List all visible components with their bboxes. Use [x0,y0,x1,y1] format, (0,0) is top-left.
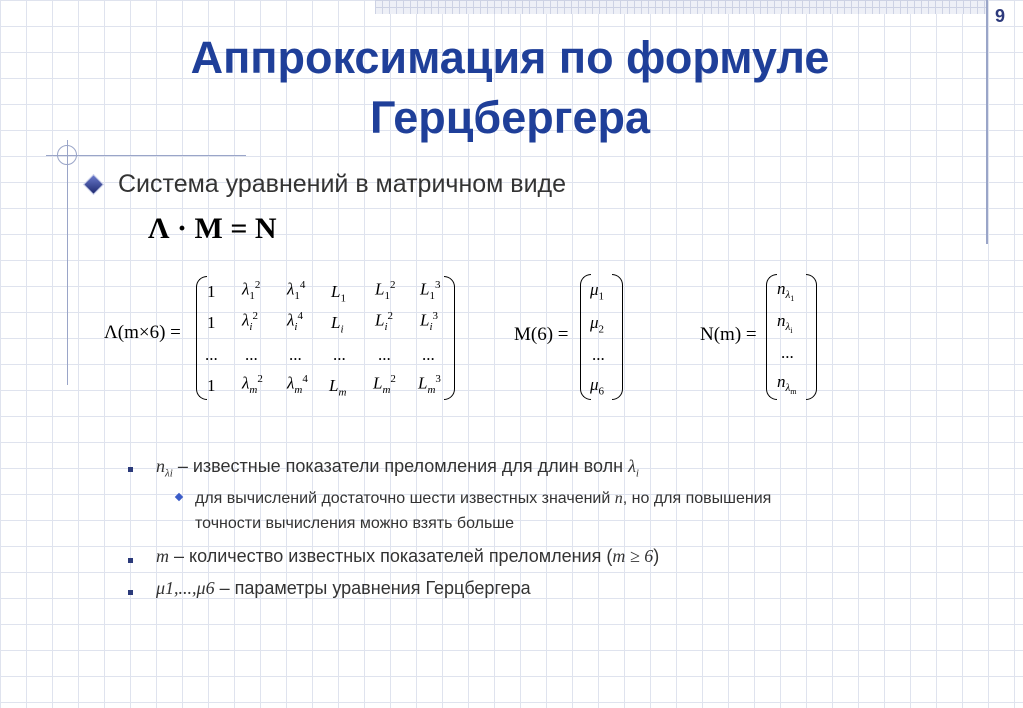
calc-note: для вычислений достаточно шести известных значений n, но для повышения точности вычисления можно взять больше [195,490,772,532]
params-bullet: μ1,...,μ6 – параметры уравнения Герцбергера [156,578,531,598]
n-symbol: $n_{\lambda i}$ [156,456,173,480]
square-bullet-icon [128,558,133,563]
title-line-1: Аппроксимация по формуле [190,32,830,83]
left-vertical-line [67,140,68,385]
slide-number: 9 [995,6,1006,26]
square-bullet-icon [128,590,133,595]
square-bullet-icon [128,467,133,472]
refraction-bullet [156,456,639,480]
decoration-circle [57,145,77,165]
slide-title [60,28,960,148]
n-left-bracket [766,274,777,400]
count-bullet: m – количество известных показателей преломления (m ≥ 6) [156,546,660,566]
lambda-symbol: $\lambda_i$ [628,456,639,480]
n-right-bracket [806,274,817,400]
small-diamond-icon [175,493,183,501]
m-right-bracket [612,274,623,400]
matrix-equation: Λ · M = N [148,212,277,245]
title-line-2: Герцбергера [370,92,650,143]
diamond-bullet-icon [83,174,104,195]
lambda-left-bracket [196,276,207,400]
main-bullet [80,170,566,199]
main-bullet-text: Система уравнений в матричном виде [118,170,567,198]
lambda-matrix-label: Λ(m×6) = [104,322,181,343]
refraction-text: – известные показатели преломления для длин волн [177,456,624,476]
m-vector-label: M(6) = [514,324,569,345]
right-decoration-line [986,0,988,244]
top-decoration [375,0,987,14]
n-vector-label: N(m) = [700,324,757,345]
lambda-right-bracket [444,276,455,400]
